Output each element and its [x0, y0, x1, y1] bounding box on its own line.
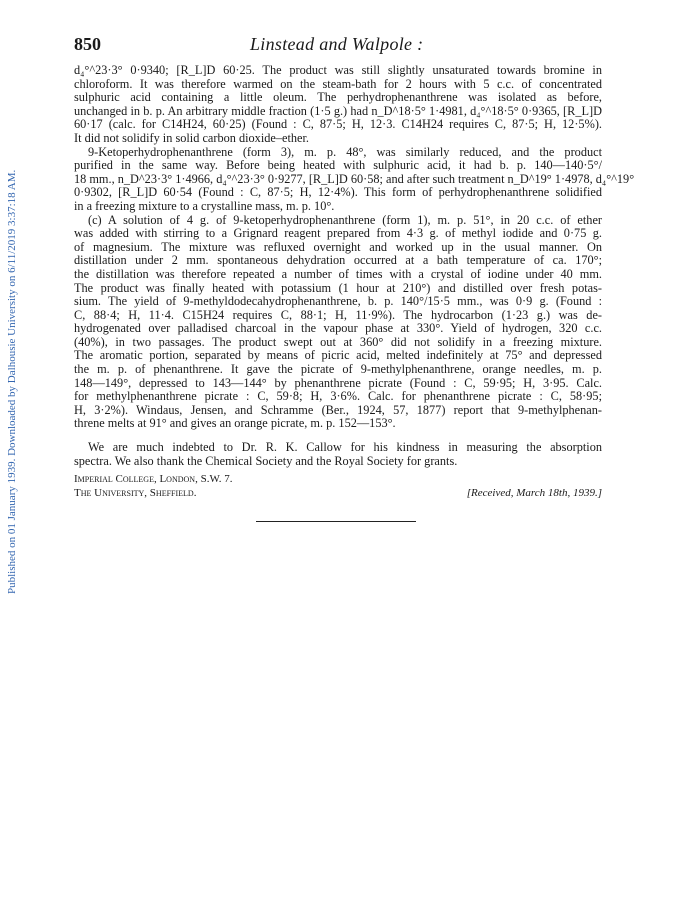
text-line: The aromatic portion, separated by means of picric acid, melted indefinitely at 75° and depressed [74, 348, 602, 363]
text-line: 60·17 (calc. for C14H24, 60·25) (Found : C, 87·5; H, 12·3. C14H24 requires C, 87·5; H, 12·5%). [74, 117, 602, 132]
text-line: H, 3·2%). Windaus, Jensen, and Schramme (Ber., 1924, 57, 1877) report that 9-methylphenan- [74, 402, 602, 417]
text-line: in a freezing mixture to a crystalline mass, m. p. 10°. [74, 198, 335, 213]
end-rule [256, 521, 416, 522]
text-line: of magnesium. The mixture was refluxed overnight and worked up in the usual manner. On [74, 239, 602, 254]
text-line: 148—149°, depressed to 143—144° by phenanthrene picrate (Found : C, 59·95; H, 3·95. Calc. [74, 375, 602, 390]
affiliation: The University, Sheffield. [74, 486, 197, 499]
body-paragraph-1 [74, 64, 602, 146]
affiliation-row [74, 487, 602, 501]
body-paragraph-2 [74, 144, 635, 214]
text-line: unchanged in b. p. An arbitrary middle fraction (1·5 g.) had n_D^18·5° 1·4981, d₄°^18·5° 0·9365, [R_L]D [74, 103, 602, 118]
text-line: was added with stirring to a Grignard reagent prepared from 4·3 g. of methyl iodide and 0·75 g. [74, 226, 602, 241]
download-watermark: Published on 01 January 1939. Downloaded by Dalhousie University on 6/11/2019 3:37:18 AM. [6, 169, 18, 594]
text-line: purified in the same way. Before being heated with sulphuric acid, it had b. p. 140—140·5°/ [74, 158, 602, 173]
text-line: hydrogenated over palladised charcoal in the vapour phase at 330°. Yield of hydrogen, 320 c.c. [74, 321, 602, 336]
text-line: sulphuric acid containing a little oleum. The perhydrophenanthrene was isolated as before, [74, 90, 602, 105]
page-number: 850 [74, 34, 101, 54]
text-line: (c) A solution of 4 g. of 9-ketoperhydrophenanthrene (form 1), m. p. 51°, in 20 c.c. of ether [88, 212, 602, 227]
text-line: C, 88·4; H, 11·4. C15H24 requires C, 88·1; H, 11·9%). The hydrocarbon (1·23 g.) was de- [74, 307, 602, 322]
text-line: We are much indebted to Dr. R. K. Callow for his kindness in measuring the absorption [88, 440, 602, 455]
text-line: chloroform. It was therefore warmed on the steam-bath for 2 hours with 5 c.c. of concentrated [74, 76, 602, 91]
received-date: [Received, March 18th, 1939.] [466, 486, 602, 499]
text-line: spectra. We also thank the Chemical Society and the Royal Society for grants. [74, 453, 458, 468]
text-line: sium. The yield of 9-methyldodecahydrophenanthrene, b. p. 140°/15·5 mm., was 0·9 g. (Found : [74, 294, 602, 309]
acknowledgement [74, 441, 602, 468]
affiliation-block [74, 473, 602, 500]
article-text [74, 63, 635, 500]
text-line: the m. p. of phenanthrene. It gave the picrate of 9-methylphenanthrene, orange needles, m. p. [74, 362, 602, 377]
text-line: 18 mm., n_D^23·3° 1·4966, d₄°^23·3° 0·9277, [R_L]D 60·58; and after such treatment n_D^19° 1·4978, d₄°^19° [74, 171, 635, 186]
text-line: threne melts at 91° and gives an orange picrate, m. p. 152—153°. [74, 416, 396, 431]
text-line: distillation under 2 mm. spontaneous dehydration occurred at a bath temperature of ca. 170°; [74, 253, 602, 268]
running-head: Linstead and Walpole : [250, 34, 424, 54]
text-line: The product was finally heated with potassium (1 hour at 210°) and distilled over fresh potas- [74, 280, 602, 295]
text-line: 0·9302, [R_L]D 60·54 (Found : C, 87·5; H, 12·4%). This form of perhydrophenanthrene solidified [74, 185, 602, 200]
text-line: the distillation was therefore repeated a number of times with a crystal of iodine under 40 mm. [74, 266, 602, 281]
text-line: d₄°^23·3° 0·9340; [R_L]D 60·25. The product was still slightly unsaturated towards bromine in [74, 63, 602, 77]
text-line: It did not solidify in solid carbon dioxide–ether. [74, 130, 309, 145]
text-line: for methylphenanthrene picrate : C, 59·8; H, 3·6%. Calc. for phenanthrene picrate : C, 58·95; [74, 389, 602, 404]
body-paragraph-3 [74, 214, 602, 432]
affiliation: Imperial College, London, S.W. 7. [74, 473, 233, 486]
text-line: 9-Ketoperhydrophenanthrene (form 3), m. p. 48°, was similarly reduced, and the product [88, 144, 602, 159]
text-line: (40%), in two passages. The product swept out at 360° did not solidify in a freezing mixture. [74, 334, 602, 349]
